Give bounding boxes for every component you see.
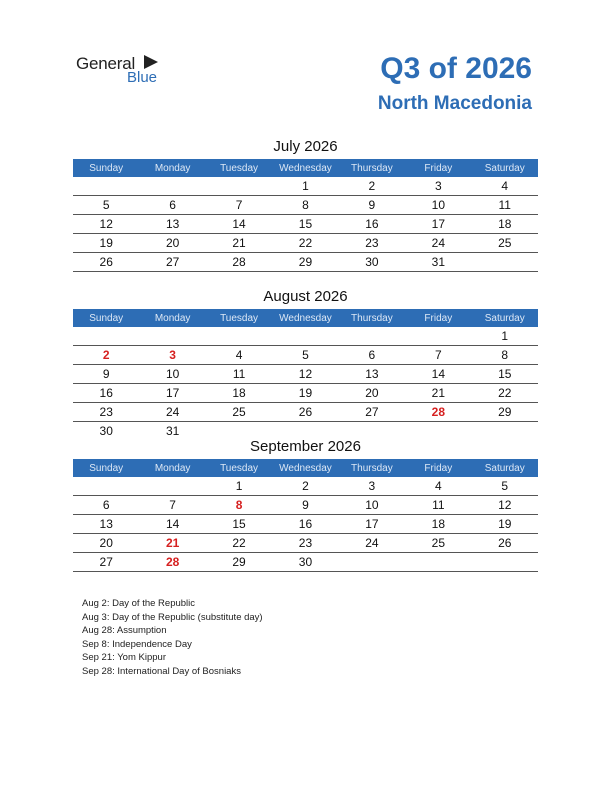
day-cell: 4 (501, 179, 509, 193)
day-cell: 18 (232, 386, 246, 400)
day-cell: 26 (99, 255, 113, 269)
day-cell: 22 (298, 236, 313, 250)
day-cell: 10 (165, 367, 180, 381)
day-cell: 10 (365, 498, 379, 512)
day-cell: 1 (302, 179, 309, 193)
day-cell: 6 (102, 498, 110, 512)
day-cell: 17 (165, 386, 180, 400)
day-cell: 31 (431, 255, 445, 269)
day-cell: 16 (365, 217, 379, 231)
day-cell: 15 (298, 217, 313, 231)
week-row (73, 327, 538, 346)
week-row (73, 553, 538, 572)
day-cell: 4 (235, 348, 243, 362)
day-cell: 19 (99, 236, 113, 250)
weekday-label: Thursday (351, 312, 393, 324)
day-cell: 7 (169, 498, 176, 512)
day-cell: 20 (99, 536, 113, 550)
day-cell: 1 (235, 479, 243, 493)
day-cell: 25 (498, 236, 512, 250)
week-row (73, 384, 538, 403)
day-cell: 16 (99, 386, 113, 400)
day-cell: 29 (498, 405, 512, 419)
holiday-day-cell: 28 (431, 405, 445, 419)
logo-flag-icon (144, 55, 158, 69)
day-cell: 15 (232, 517, 246, 531)
day-cell: 3 (368, 479, 376, 493)
day-cell: 19 (298, 386, 313, 400)
day-cell: 27 (99, 555, 113, 569)
country-subtitle: North Macedonia (377, 93, 532, 114)
weekday-label: Wednesday (279, 462, 332, 474)
day-cell: 2 (368, 179, 376, 193)
logo-text-general: General (76, 54, 136, 73)
day-cell: 2 (302, 479, 309, 493)
weekday-label: Monday (154, 312, 191, 324)
weekday-label: Friday (424, 462, 453, 474)
day-cell: 18 (498, 217, 512, 231)
day-cell: 17 (431, 217, 445, 231)
holiday-note: Sep 28: International Day of Bosniaks (82, 665, 241, 677)
month-september (73, 437, 538, 572)
month-july (73, 137, 538, 272)
day-cell: 27 (165, 255, 180, 269)
month-title: September 2026 (250, 438, 361, 455)
week-row (73, 215, 538, 234)
week-row (73, 196, 538, 215)
weekday-label: Tuesday (220, 462, 259, 474)
day-cell: 12 (99, 217, 113, 231)
day-cell: 15 (498, 367, 512, 381)
day-cell: 27 (365, 405, 379, 419)
weekday-label: Friday (424, 162, 453, 174)
weekday-label: Wednesday (279, 312, 332, 324)
holiday-note: Aug 2: Day of the Republic (82, 598, 196, 609)
week-row (73, 365, 538, 384)
day-cell: 13 (365, 367, 379, 381)
week-row (73, 477, 538, 496)
day-cell: 14 (165, 517, 180, 531)
week-row (73, 177, 538, 196)
day-cell: 30 (99, 424, 113, 438)
weekday-label: Sunday (89, 162, 124, 174)
month-title: August 2026 (263, 288, 348, 305)
day-cell: 10 (431, 198, 445, 212)
weekday-label: Monday (154, 462, 191, 474)
day-cell: 13 (165, 217, 180, 231)
day-cell: 8 (501, 348, 509, 362)
day-cell: 20 (365, 386, 379, 400)
day-cell: 21 (431, 386, 445, 400)
day-cell: 25 (232, 405, 246, 419)
day-cell: 23 (365, 236, 379, 250)
day-cell: 23 (99, 405, 113, 419)
day-cell: 4 (434, 479, 442, 493)
day-cell: 12 (298, 367, 313, 381)
day-cell: 26 (498, 536, 512, 550)
holiday-note: Aug 3: Day of the Republic (substitute day) (82, 611, 263, 623)
weekday-header (73, 459, 538, 477)
holiday-notes (82, 597, 263, 678)
day-cell: 22 (498, 386, 512, 400)
page-title: Q3 of 2026 (380, 52, 532, 85)
day-cell: 18 (431, 517, 445, 531)
weekday-label: Saturday (484, 162, 525, 174)
day-cell: 30 (365, 255, 379, 269)
day-cell: 11 (432, 498, 445, 512)
weekday-label: Saturday (484, 462, 525, 474)
week-row (73, 534, 538, 553)
day-cell: 29 (232, 555, 246, 569)
day-cell: 6 (368, 348, 376, 362)
day-cell: 3 (434, 179, 442, 193)
day-cell: 14 (431, 367, 445, 381)
weekday-label: Monday (154, 162, 191, 174)
holiday-day-cell: 2 (102, 348, 110, 362)
day-cell: 9 (302, 498, 309, 512)
day-cell: 9 (102, 367, 110, 381)
day-cell: 14 (232, 217, 246, 231)
generalblue-logo (76, 52, 186, 88)
day-cell: 16 (298, 517, 313, 531)
holiday-day-cell: 3 (169, 348, 176, 362)
day-cell: 11 (498, 198, 511, 212)
weekday-label: Sunday (89, 462, 124, 474)
weekday-label: Tuesday (220, 312, 259, 324)
day-cell: 23 (298, 536, 313, 550)
day-cell: 19 (498, 517, 512, 531)
month-august (73, 287, 538, 440)
weekday-label: Sunday (89, 312, 124, 324)
month-title: July 2026 (273, 138, 338, 155)
holiday-day-cell: 8 (235, 498, 243, 512)
day-cell: 21 (232, 236, 246, 250)
week-row (73, 403, 538, 422)
day-cell: 9 (368, 198, 376, 212)
day-cell: 6 (169, 198, 176, 212)
holiday-day-cell: 21 (165, 536, 180, 550)
weekday-label: Tuesday (220, 162, 259, 174)
weekday-label: Saturday (484, 312, 525, 324)
day-cell: 28 (232, 255, 246, 269)
week-row (73, 234, 538, 253)
day-cell: 30 (298, 555, 313, 569)
week-row (73, 346, 538, 365)
day-cell: 13 (99, 517, 113, 531)
week-row (73, 515, 538, 534)
day-cell: 24 (365, 536, 379, 550)
day-cell: 11 (232, 367, 246, 381)
day-cell: 31 (165, 424, 180, 438)
logo-text-blue: Blue (127, 69, 158, 86)
day-cell: 5 (102, 198, 110, 212)
day-cell: 5 (501, 479, 509, 493)
weekday-label: Friday (424, 312, 453, 324)
day-cell: 29 (298, 255, 313, 269)
weekday-header (73, 159, 538, 177)
holiday-note: Sep 8: Independence Day (82, 638, 192, 650)
weekday-label: Thursday (351, 162, 393, 174)
day-cell: 20 (165, 236, 180, 250)
day-cell: 7 (434, 348, 442, 362)
week-row (73, 253, 538, 272)
holiday-note: Sep 21: Yom Kippur (82, 652, 166, 663)
day-cell: 17 (365, 517, 379, 531)
weekday-label: Wednesday (279, 162, 332, 174)
day-cell: 7 (235, 198, 243, 212)
weekday-label: Thursday (351, 462, 393, 474)
day-cell: 25 (431, 536, 445, 550)
day-cell: 26 (298, 405, 313, 419)
weekday-header (73, 309, 538, 327)
holiday-day-cell: 28 (165, 555, 180, 569)
day-cell: 5 (302, 348, 309, 362)
day-cell: 12 (498, 498, 512, 512)
day-cell: 8 (302, 198, 309, 212)
holiday-note: Aug 28: Assumption (82, 625, 167, 636)
day-cell: 24 (165, 405, 180, 419)
day-cell: 24 (431, 236, 445, 250)
day-cell: 22 (232, 536, 246, 550)
week-row (73, 496, 538, 515)
day-cell: 1 (501, 329, 509, 343)
